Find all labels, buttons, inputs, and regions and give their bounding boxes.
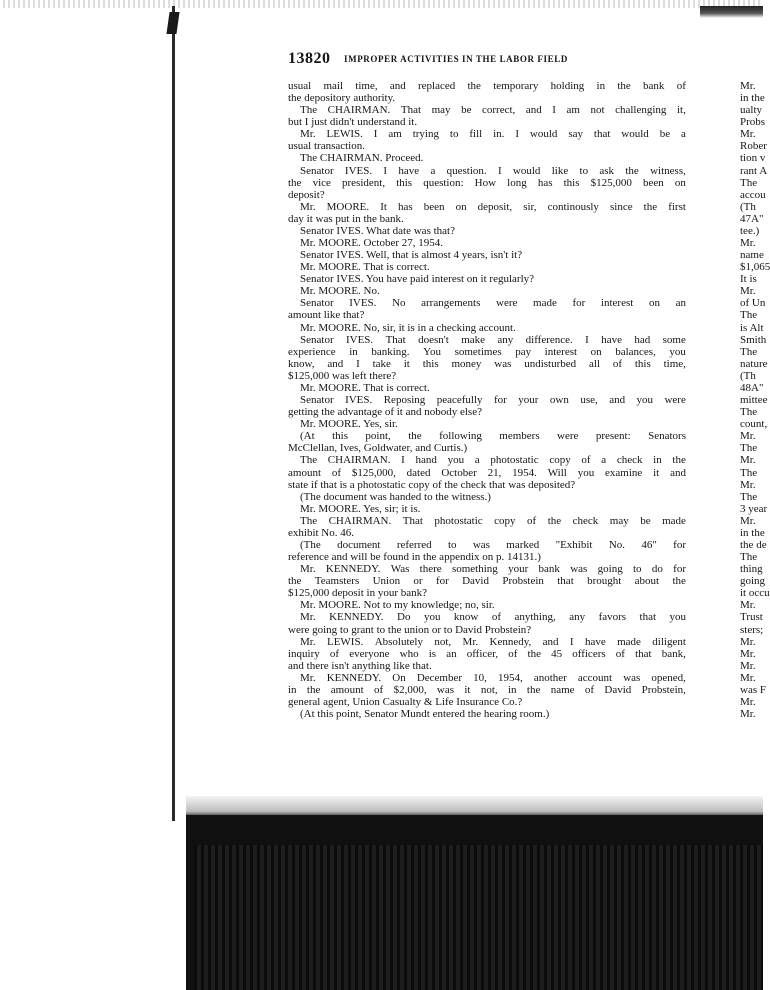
adjacent-line: Mr. bbox=[740, 128, 756, 141]
text-line: state if that is a photostatic copy of the check that was deposited? bbox=[288, 478, 576, 491]
adjacent-line: tee.) bbox=[740, 224, 760, 237]
text-line: the Teamsters Union or for David Probstein that brought about the bbox=[288, 575, 686, 588]
text-line: Mr. MOORE. October 27, 1954. bbox=[300, 237, 443, 250]
body-text bbox=[288, 80, 686, 720]
text-line: Mr. LEWIS. I am trying to fill in. I would say that would be a bbox=[300, 128, 686, 141]
text-line: usual transaction. bbox=[288, 140, 365, 153]
text-line: Mr. MOORE. Yes, sir. bbox=[300, 418, 398, 431]
page-number: 13820 bbox=[288, 50, 331, 67]
page-header bbox=[288, 50, 686, 70]
adjacent-line: 3 year bbox=[740, 502, 768, 515]
text-line: and there isn't anything like that. bbox=[288, 659, 432, 672]
adjacent-line: The bbox=[740, 176, 758, 189]
text-line: The CHAIRMAN. I hand you a photostatic copy of a check in the bbox=[300, 454, 686, 467]
adjacent-line: is Alt bbox=[740, 321, 764, 334]
text-line: (The document was handed to the witness.) bbox=[300, 490, 491, 503]
text-line: experience in banking. You sometimes pay interest on balances, you bbox=[288, 345, 686, 358]
adjacent-line: The bbox=[740, 406, 758, 419]
adjacent-line: of Un bbox=[740, 297, 766, 310]
text-line: Senator IVES. Reposing peacefully for your own use, and you were bbox=[300, 394, 686, 407]
adjacent-line: Smith bbox=[740, 333, 767, 346]
adjacent-line: the de bbox=[740, 538, 767, 551]
text-line: Senator IVES. What date was that? bbox=[300, 224, 455, 237]
text-line: $125,000 deposit in your bank? bbox=[288, 587, 428, 600]
text-line: but I just didn't understand it. bbox=[288, 116, 418, 129]
text-line: (At this point, Senator Mundt entered the hearing room.) bbox=[300, 708, 550, 721]
running-title: IMPROPER ACTIVITIES IN THE LABOR FIELD bbox=[344, 54, 568, 64]
adjacent-line: count, bbox=[740, 418, 768, 431]
adjacent-line: Mr. bbox=[740, 237, 756, 250]
text-line: exhibit No. 46. bbox=[288, 526, 354, 539]
adjacent-line: 47A" bbox=[740, 212, 764, 225]
text-line: Senator IVES. No arrangements were made for interest on an bbox=[300, 297, 686, 310]
text-line: Mr. KENNEDY. Do you know of anything, any favors that you bbox=[300, 611, 686, 624]
adjacent-line: thing bbox=[740, 563, 763, 576]
adjacent-line: Mr. bbox=[740, 514, 756, 527]
text-line: (At this point, the following members were present: Senators bbox=[300, 430, 686, 443]
adjacent-line: 48A" bbox=[740, 381, 764, 394]
text-line: Mr. MOORE. It has been on deposit, sir, continously since the first bbox=[300, 200, 686, 213]
text-line: Mr. MOORE. That is correct. bbox=[300, 381, 430, 394]
text-line: Mr. LEWIS. Absolutely not, Mr. Kennedy, and I have made diligent bbox=[300, 635, 686, 648]
adjacent-line: Mr. bbox=[740, 695, 756, 708]
scan-top-edge bbox=[0, 0, 763, 8]
adjacent-line: Mr. bbox=[740, 659, 756, 672]
text-line: McClellan, Ives, Goldwater, and Curtis.) bbox=[288, 442, 468, 455]
adjacent-line: The bbox=[740, 551, 758, 564]
adjacent-line: It is bbox=[740, 273, 757, 286]
text-line: the vice president, this question: How long has this $125,000 been on bbox=[288, 176, 686, 189]
adjacent-line: name bbox=[740, 249, 764, 262]
text-line: Senator IVES. I have a question. I would like to ask the witness, bbox=[300, 164, 686, 177]
adjacent-line: Mr. bbox=[740, 430, 756, 443]
adjacent-line: ualty bbox=[740, 104, 762, 117]
adjacent-line: Mr. bbox=[740, 708, 756, 721]
scan-corner-shadow bbox=[700, 6, 763, 18]
adjacent-line: in the bbox=[740, 92, 765, 105]
text-line: general agent, Union Casualty & Life Insurance Co.? bbox=[288, 695, 523, 708]
text-line: amount like that? bbox=[288, 309, 365, 322]
adjacent-line: sters; bbox=[740, 623, 764, 636]
adjacent-line: accou bbox=[740, 188, 766, 201]
text-line: The CHAIRMAN. Proceed. bbox=[300, 152, 424, 165]
text-line: day it was put in the bank. bbox=[288, 212, 404, 225]
text-line: Senator IVES. Well, that is almost 4 years, isn't it? bbox=[300, 249, 523, 262]
adjacent-line: Mr. bbox=[740, 635, 756, 648]
adjacent-line: Mr. bbox=[740, 647, 756, 660]
adjacent-line: (Th bbox=[740, 369, 756, 382]
adjacent-line: tion v bbox=[740, 152, 766, 165]
adjacent-line: Mr. bbox=[740, 478, 756, 491]
adjacent-line: Mr. bbox=[740, 671, 756, 684]
text-line: amount of $125,000, dated October 21, 1954. Will you examine it and bbox=[288, 466, 686, 479]
adjacent-line: mittee bbox=[740, 394, 768, 407]
adjacent-line: The bbox=[740, 345, 758, 358]
text-line: the depository authority. bbox=[288, 92, 396, 105]
adjacent-line: Mr. bbox=[740, 80, 756, 92]
text-line: know, and I take it this money was undisturbed all of this time, bbox=[288, 357, 686, 370]
adjacent-line: Mr. bbox=[740, 454, 756, 467]
text-line: in the amount of $2,000, was it not, in the name of David Probstein, bbox=[288, 683, 686, 696]
text-line: inquiry of everyone who is an officer, of the 45 officers of that bank, bbox=[288, 647, 686, 660]
adjacent-line: Trust bbox=[740, 611, 763, 624]
adjacent-line: Mr. bbox=[740, 285, 756, 298]
adjacent-line: it occu bbox=[740, 587, 770, 600]
adjacent-page-text bbox=[740, 80, 770, 720]
text-line: The CHAIRMAN. That photostatic copy of the check may be made bbox=[300, 514, 686, 527]
text-line: usual mail time, and replaced the temporary holding in the bank of bbox=[288, 80, 686, 92]
adjacent-line: The bbox=[740, 466, 758, 479]
adjacent-line: Rober bbox=[740, 140, 767, 153]
text-line: getting the advantage of it and nobody else? bbox=[288, 406, 482, 419]
text-line: deposit? bbox=[288, 188, 325, 201]
adjacent-line: rant A bbox=[740, 164, 768, 177]
text-line: Mr. KENNEDY. Was there something your bank was going to do for bbox=[300, 563, 686, 576]
page-left-edge bbox=[172, 6, 175, 821]
adjacent-line: (Th bbox=[740, 200, 756, 213]
page-corner-mark bbox=[166, 12, 179, 34]
adjacent-line: The bbox=[740, 309, 758, 322]
adjacent-line: $1,065 bbox=[740, 261, 770, 274]
text-line: Senator IVES. You have paid interest on it regularly? bbox=[300, 273, 535, 286]
text-line: $125,000 was left there? bbox=[288, 369, 397, 382]
text-line: were going to grant to the union or to David Probstein? bbox=[288, 623, 532, 636]
text-line: Mr. MOORE. That is correct. bbox=[300, 261, 430, 274]
text-line: Senator IVES. That doesn't make any difference. I have had some bbox=[300, 333, 686, 346]
adjacent-line: in the bbox=[740, 526, 765, 539]
text-line: The CHAIRMAN. That may be correct, and I am not challenging it, bbox=[300, 104, 686, 117]
adjacent-line: nature bbox=[740, 357, 768, 370]
text-line: Mr. MOORE. No, sir, it is in a checking account. bbox=[300, 321, 516, 334]
adjacent-line: Mr. bbox=[740, 599, 756, 612]
text-line: Mr. MOORE. Not to my knowledge; no, sir. bbox=[300, 599, 495, 612]
text-line: Mr. MOORE. Yes, sir; it is. bbox=[300, 502, 421, 515]
adjacent-line: was F bbox=[740, 683, 766, 696]
text-line: reference and will be found in the appendix on p. 14131.) bbox=[288, 551, 541, 564]
binding-texture bbox=[194, 845, 763, 990]
text-line: (The document referred to was marked "Exhibit No. 46" for bbox=[300, 538, 686, 551]
text-line: Mr. MOORE. No. bbox=[300, 285, 380, 298]
adjacent-line: going bbox=[740, 575, 766, 588]
adjacent-line: Probs bbox=[740, 116, 766, 129]
adjacent-line: The bbox=[740, 490, 758, 503]
text-line: Mr. KENNEDY. On December 10, 1954, another account was opened, bbox=[300, 671, 686, 684]
adjacent-line: The bbox=[740, 442, 758, 455]
